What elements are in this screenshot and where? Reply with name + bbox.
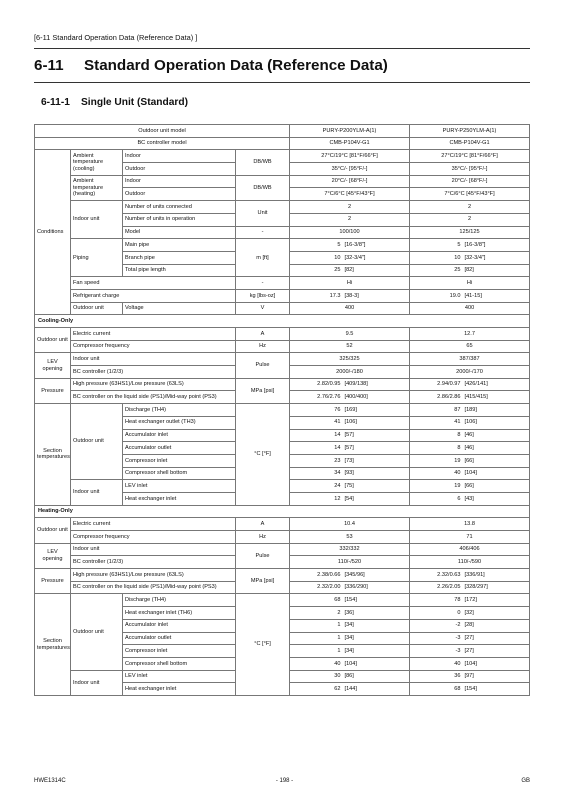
branch-pipe-label: Branch pipe — [123, 251, 236, 264]
value-cell: 400 — [410, 302, 530, 315]
value-cell — [290, 632, 410, 645]
value-num: 1 — [337, 647, 341, 654]
value-num: 41 — [334, 419, 341, 426]
value-alt: [46] — [464, 432, 474, 439]
table-row — [35, 315, 530, 328]
outdoor-unit-label: Outdoor unit — [71, 594, 123, 670]
model-label: Model — [123, 226, 236, 239]
temperature-point-label: Compressor inlet — [123, 454, 236, 467]
value-num: 19 — [454, 482, 461, 489]
temperature-point-label: Heat exchanger inlet — [123, 683, 236, 696]
table-row — [35, 125, 530, 138]
value-cell: 2000/-/170 — [410, 366, 530, 379]
value-cell: 20°C/- [68°F/-] — [290, 175, 410, 188]
value-alt: [16-3/8"] — [344, 241, 366, 248]
value-alt: [169] — [344, 406, 357, 413]
unit-label: MPa [psi] — [236, 569, 290, 594]
value-cell: 2 — [290, 213, 410, 226]
value-alt: [54] — [344, 495, 354, 502]
unit-label: MPa [psi] — [236, 378, 290, 403]
table-row — [35, 150, 530, 163]
lev-indoor-label: Indoor unit — [71, 543, 236, 556]
unit-label: °C [°F] — [236, 404, 290, 506]
value-cell: 13.8 — [410, 518, 530, 531]
value-cell — [290, 581, 410, 594]
indoor-label: Indoor — [123, 175, 236, 188]
value-alt: [189] — [464, 406, 477, 413]
value-cell — [410, 404, 530, 417]
value-num: 1 — [337, 635, 341, 642]
value-num: 36 — [454, 673, 461, 680]
bc-pressure-label: BC controller on the liquid side (PS1)/Mid-way point (PS3) — [71, 581, 236, 594]
dbwb-label: DB/WB — [236, 150, 290, 175]
section-title: Standard Operation Data (Reference Data) — [84, 57, 388, 74]
indoor-unit-label: Indoor unit — [71, 201, 123, 239]
value-cell: 100/100 — [290, 226, 410, 239]
value-num: 41 — [454, 419, 461, 426]
value-cell: 332/332 — [290, 543, 410, 556]
value-num: 19 — [454, 457, 461, 464]
value-cell: 20°C/- [68°F/-] — [410, 175, 530, 188]
electric-current-label: Electric current — [71, 328, 236, 341]
value-num: 25 — [334, 267, 341, 274]
bc-pressure-label: BC controller on the liquid side (PS1)/Mid-way point (PS3) — [71, 391, 236, 404]
value-alt: [144] — [344, 685, 357, 692]
value-num: 8 — [457, 444, 461, 451]
unit-label: Hz — [236, 340, 290, 353]
subsection-title: Single Unit (Standard) — [81, 97, 188, 108]
value-alt: [336/91] — [464, 571, 485, 578]
value-cell — [290, 391, 410, 404]
value-alt: [57] — [344, 444, 354, 451]
indoor-unit-label: Indoor unit — [71, 670, 123, 695]
value-cell: 7°C/6°C [45°F/43°F] — [410, 188, 530, 201]
v-label: V — [236, 302, 290, 315]
table-row — [35, 543, 530, 556]
lev-indoor-label: Indoor unit — [71, 353, 236, 366]
value-num: 24 — [334, 482, 341, 489]
unit-label: Hz — [236, 531, 290, 544]
value-alt: [86] — [344, 673, 354, 680]
value-alt: [38-3] — [344, 292, 359, 299]
value-num: 17.3 — [329, 292, 341, 299]
value-alt: [82] — [344, 267, 354, 274]
value-alt: [43] — [464, 495, 474, 502]
value-cell — [290, 467, 410, 480]
value-cell: 52 — [290, 340, 410, 353]
unit-dash: - — [236, 277, 290, 290]
value-cell — [290, 251, 410, 264]
value-cell — [410, 442, 530, 455]
unit-label: °C [°F] — [236, 594, 290, 696]
table-row — [35, 531, 530, 544]
table-row — [35, 404, 530, 417]
temperature-point-label: Discharge (TH4) — [123, 404, 236, 417]
value-cell — [410, 467, 530, 480]
value-cell: 10.4 — [290, 518, 410, 531]
unit-dash: - — [236, 226, 290, 239]
value-cell — [410, 391, 530, 404]
value-num: 2.82/0.95 — [317, 381, 341, 388]
outdoor-unit-label: Outdoor unit — [35, 518, 71, 543]
value-cell — [410, 454, 530, 467]
value-cell — [410, 492, 530, 505]
value-cell — [290, 289, 410, 302]
outdoor-label: Outdoor — [123, 163, 236, 176]
section-title-row: Cooling-Only — [35, 315, 530, 328]
outdoor-unit-label: Outdoor unit — [71, 302, 123, 315]
value-alt: [66] — [464, 482, 474, 489]
value-cell: 406/406 — [410, 543, 530, 556]
table-row — [35, 594, 530, 607]
lev-opening-label: LEV opening — [35, 543, 71, 568]
value-num: 30 — [334, 673, 341, 680]
value-alt: [93] — [344, 470, 354, 477]
value-cell: 2000/-/180 — [290, 366, 410, 379]
value-alt: [75] — [344, 482, 354, 489]
value-cell — [410, 569, 530, 582]
value-cell — [290, 480, 410, 493]
value-cell — [290, 264, 410, 277]
pressure-label: Pressure — [35, 569, 71, 594]
value-alt: [27] — [464, 647, 474, 654]
electric-current-label: Electric current — [71, 518, 236, 531]
value-num: 10 — [334, 254, 341, 261]
value-num: 2.38/0.66 — [317, 571, 341, 578]
value-cell: 27°C/19°C [81°F/66°F] — [410, 150, 530, 163]
value-num: 0 — [457, 609, 461, 616]
value-cell — [290, 683, 410, 696]
value-cell — [290, 619, 410, 632]
value-alt: [400/400] — [344, 394, 368, 401]
table-row — [35, 277, 530, 290]
value-num: -3 — [455, 647, 461, 654]
model-col-1: PURY-P200YLM-A(1) — [290, 125, 410, 138]
value-num: 2.32/0.63 — [437, 571, 461, 578]
table-row — [35, 201, 530, 214]
table-row — [35, 289, 530, 302]
region-code: GB — [521, 778, 530, 784]
value-cell — [410, 416, 530, 429]
value-cell — [290, 378, 410, 391]
value-cell: Hi — [290, 277, 410, 290]
conditions-label: Conditions — [35, 150, 71, 315]
value-cell — [410, 619, 530, 632]
value-num: 6 — [457, 495, 461, 502]
value-num: 14 — [334, 444, 341, 451]
value-num: 40 — [454, 660, 461, 667]
section-number: 6-11 — [34, 57, 64, 74]
high-low-pressure-label: High pressure (63HS1)/Low pressure (63LS) — [71, 569, 236, 582]
high-low-pressure-label: High pressure (63HS1)/Low pressure (63LS) — [71, 378, 236, 391]
fan-speed-label: Fan speed — [71, 277, 236, 290]
value-num: 23 — [334, 457, 341, 464]
value-cell — [410, 581, 530, 594]
bc-model-2: CMB-P104V-G1 — [410, 137, 530, 150]
value-cell: 27°C/19°C [81°F/66°F] — [290, 150, 410, 163]
value-num: 2.76/2.76 — [317, 394, 341, 401]
value-num: 2.32/2.00 — [317, 584, 341, 591]
lev-bc-label: BC controller (1/2/3) — [71, 556, 236, 569]
outdoor-unit-label: Outdoor unit — [35, 328, 71, 353]
value-alt: [34] — [344, 647, 354, 654]
indoor-label: Indoor — [123, 150, 236, 163]
value-cell — [290, 404, 410, 417]
value-cell — [410, 594, 530, 607]
value-alt: [73] — [344, 457, 354, 464]
value-cell — [410, 607, 530, 620]
main-pipe-label: Main pipe — [123, 239, 236, 252]
amb-heating-label: Ambient temperature (heating) — [71, 175, 123, 200]
header-rule — [34, 48, 530, 49]
outdoor-label: Outdoor — [123, 188, 236, 201]
value-cell — [410, 429, 530, 442]
table-row — [35, 328, 530, 341]
value-cell — [290, 607, 410, 620]
value-alt: [28] — [464, 622, 474, 629]
section-temperatures-label: Section temperatures — [35, 404, 71, 506]
temperature-point-label: Discharge (TH4) — [123, 594, 236, 607]
value-cell: 387/387 — [410, 353, 530, 366]
kg-label: kg [lbs-oz] — [236, 289, 290, 302]
value-num: 78 — [454, 597, 461, 604]
value-alt: [409/138] — [344, 381, 368, 388]
table-row — [35, 569, 530, 582]
value-alt: [328/297] — [464, 584, 488, 591]
piping-label: Piping — [71, 239, 123, 277]
value-alt: [345/96] — [344, 571, 365, 578]
value-alt: [34] — [344, 622, 354, 629]
page-number: - 198 - — [275, 778, 294, 784]
bc-model-1: CMB-P104V-G1 — [290, 137, 410, 150]
voltage-label: Voltage — [123, 302, 236, 315]
value-alt: [41-15] — [464, 292, 482, 299]
value-cell — [410, 378, 530, 391]
temperature-point-label: LEV inlet — [123, 480, 236, 493]
value-num: 25 — [454, 267, 461, 274]
temperature-point-label: Heat exchanger inlet — [123, 492, 236, 505]
value-alt: [36] — [344, 609, 354, 616]
section-title-row: Heating-Only — [35, 505, 530, 518]
value-num: 12 — [334, 495, 341, 502]
value-cell: 110/-/520 — [290, 556, 410, 569]
mft-label: m [ft] — [236, 239, 290, 277]
value-cell: 65 — [410, 340, 530, 353]
value-alt: [27] — [464, 635, 474, 642]
value-num: 2.26/2.05 — [437, 584, 461, 591]
value-num: 19.0 — [449, 292, 461, 299]
temperature-point-label: Heat exchanger outlet (TH3) — [123, 416, 236, 429]
value-num: 8 — [457, 432, 461, 439]
value-alt: [104] — [464, 660, 477, 667]
lev-bc-label: BC controller (1/2/3) — [71, 366, 236, 379]
temperature-point-label: Accumulator inlet — [123, 429, 236, 442]
value-alt: [32-3/4"] — [464, 254, 486, 261]
value-num: 2 — [337, 609, 341, 616]
value-cell: 125/125 — [410, 226, 530, 239]
temperature-point-label: Compressor inlet — [123, 645, 236, 658]
value-num: 40 — [334, 660, 341, 667]
value-num: 2.94/0.97 — [437, 381, 461, 388]
value-cell — [410, 251, 530, 264]
compressor-frequency-label: Compressor frequency — [71, 340, 236, 353]
value-cell — [410, 289, 530, 302]
value-cell: Hi — [410, 277, 530, 290]
value-num: 5 — [337, 241, 341, 248]
table-row — [35, 353, 530, 366]
value-cell — [290, 594, 410, 607]
value-alt: [16-3/8"] — [464, 241, 486, 248]
unit-label: Pulse — [236, 353, 290, 378]
outdoor-model-label: Outdoor unit model — [35, 125, 290, 138]
subsection-number: 6-11-1 — [41, 97, 70, 108]
value-num: 68 — [334, 597, 341, 604]
unit-label: A — [236, 518, 290, 531]
value-cell — [410, 264, 530, 277]
value-alt: [57] — [344, 432, 354, 439]
value-alt: [415/415] — [464, 394, 488, 401]
value-cell — [290, 442, 410, 455]
temperature-point-label: Accumulator outlet — [123, 442, 236, 455]
unit-label: Unit — [236, 201, 290, 226]
value-cell: 400 — [290, 302, 410, 315]
value-cell: 7°C/6°C [45°F/43°F] — [290, 188, 410, 201]
value-cell: 2 — [290, 201, 410, 214]
doc-code: HWE1314C — [34, 778, 66, 784]
temperature-point-label: LEV inlet — [123, 670, 236, 683]
value-cell — [290, 239, 410, 252]
value-num: 40 — [454, 470, 461, 477]
value-num: -3 — [455, 635, 461, 642]
amb-cooling-label: Ambient temperature (cooling) — [71, 150, 123, 175]
value-alt: [66] — [464, 457, 474, 464]
value-alt: [154] — [344, 597, 357, 604]
value-alt: [32-3/4"] — [344, 254, 366, 261]
temperature-point-label: Heat exchanger inlet (TH6) — [123, 607, 236, 620]
units-connected-label: Number of units connected — [123, 201, 236, 214]
value-num: 10 — [454, 254, 461, 261]
value-cell — [290, 645, 410, 658]
breadcrumb: [6-11 Standard Operation Data (Reference Data) ] — [34, 33, 198, 42]
table-row — [35, 505, 530, 518]
dbwb-label: DB/WB — [236, 175, 290, 200]
table-row — [35, 302, 530, 315]
value-num: 87 — [454, 406, 461, 413]
value-cell: 71 — [410, 531, 530, 544]
value-cell — [290, 416, 410, 429]
units-operation-label: Number of units in operation — [123, 213, 236, 226]
subsection-heading — [41, 97, 188, 108]
value-alt: [104] — [344, 660, 357, 667]
section-rule — [34, 82, 530, 83]
value-cell: 53 — [290, 531, 410, 544]
table-row — [35, 378, 530, 391]
value-cell — [410, 239, 530, 252]
value-alt: [46] — [464, 444, 474, 451]
value-cell: 35°C/- [95°F/-] — [290, 163, 410, 176]
value-num: 2.86/2.86 — [437, 394, 461, 401]
value-alt: [106] — [464, 419, 477, 426]
value-alt: [82] — [464, 267, 474, 274]
table-row — [35, 239, 530, 252]
value-alt: [426/141] — [464, 381, 488, 388]
value-alt: [104] — [464, 470, 477, 477]
section-heading — [34, 57, 388, 74]
unit-label: A — [236, 328, 290, 341]
total-pipe-label: Total pipe length — [123, 264, 236, 277]
value-cell: 12.7 — [410, 328, 530, 341]
temperature-point-label: Compressor shell bottom — [123, 467, 236, 480]
value-alt: [34] — [344, 635, 354, 642]
table-row — [35, 518, 530, 531]
value-num: 14 — [334, 432, 341, 439]
table-row — [35, 175, 530, 188]
value-alt: [336/290] — [344, 584, 368, 591]
value-cell — [290, 429, 410, 442]
temperature-point-label: Accumulator outlet — [123, 632, 236, 645]
table-row — [35, 340, 530, 353]
bc-model-label: BC controller model — [35, 137, 290, 150]
refrigerant-label: Refrigerant charge — [71, 289, 236, 302]
operation-data-table — [34, 124, 530, 696]
value-cell — [290, 657, 410, 670]
value-num: 5 — [457, 241, 461, 248]
temperature-point-label: Compressor shell bottom — [123, 657, 236, 670]
value-cell: 2 — [410, 213, 530, 226]
table-row — [35, 137, 530, 150]
value-num: 1 — [337, 622, 341, 629]
value-cell: 325/325 — [290, 353, 410, 366]
value-cell: 35°C/- [95°F/-] — [410, 163, 530, 176]
model-col-2: PURY-P250YLM-A(1) — [410, 125, 530, 138]
section-temperatures-label: Section temperatures — [35, 594, 71, 696]
compressor-frequency-label: Compressor frequency — [71, 531, 236, 544]
value-cell: 2 — [410, 201, 530, 214]
value-cell — [290, 492, 410, 505]
value-cell: 110/-/590 — [410, 556, 530, 569]
value-cell — [410, 645, 530, 658]
indoor-unit-label: Indoor unit — [71, 480, 123, 505]
value-alt: [172] — [464, 597, 477, 604]
outdoor-unit-label: Outdoor unit — [71, 404, 123, 480]
value-cell — [410, 632, 530, 645]
value-cell: 9.5 — [290, 328, 410, 341]
value-alt: [154] — [464, 685, 477, 692]
value-alt: [32] — [464, 609, 474, 616]
value-cell — [410, 683, 530, 696]
value-alt: [106] — [344, 419, 357, 426]
value-cell — [290, 670, 410, 683]
value-cell — [410, 670, 530, 683]
value-num: 62 — [334, 685, 341, 692]
value-cell — [290, 454, 410, 467]
pressure-label: Pressure — [35, 378, 71, 403]
value-num: 76 — [334, 406, 341, 413]
value-num: -2 — [455, 622, 461, 629]
value-num: 68 — [454, 685, 461, 692]
value-alt: [97] — [464, 673, 474, 680]
value-cell — [410, 657, 530, 670]
value-cell — [290, 569, 410, 582]
value-cell — [410, 480, 530, 493]
temperature-point-label: Accumulator inlet — [123, 619, 236, 632]
value-num: 34 — [334, 470, 341, 477]
lev-opening-label: LEV opening — [35, 353, 71, 378]
unit-label: Pulse — [236, 543, 290, 568]
